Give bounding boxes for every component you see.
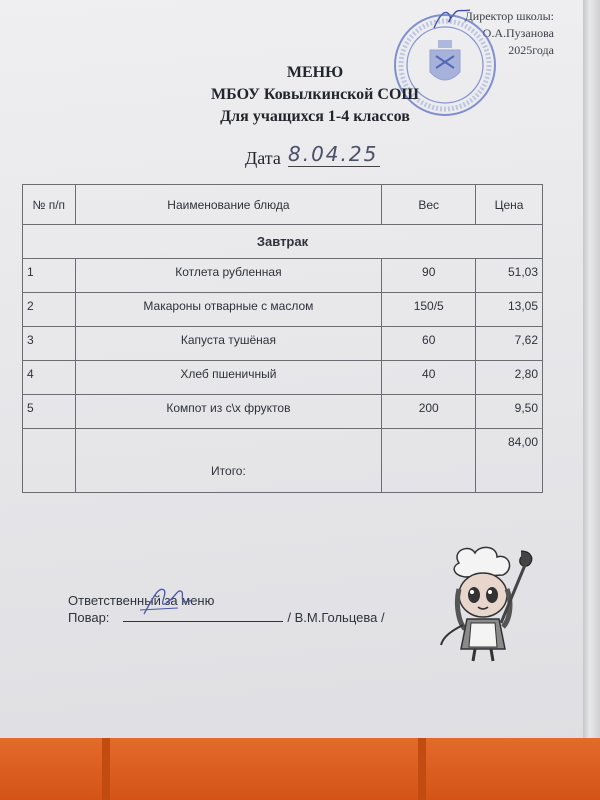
row-dish: Капуста тушёная xyxy=(75,327,382,361)
menu-table xyxy=(22,184,543,493)
table-row xyxy=(23,395,543,429)
cook-signature-icon xyxy=(138,580,198,620)
signature-blank xyxy=(123,621,283,622)
menu-title: МЕНЮ xyxy=(286,64,344,81)
chef-girl-icon xyxy=(425,545,540,663)
table-row xyxy=(23,361,543,395)
row-weight: 60 xyxy=(382,327,476,361)
cook-name: / В.М.Гольцева / xyxy=(287,610,385,625)
approval-title: Директор школы: xyxy=(464,9,554,23)
section-breakfast: Завтрак xyxy=(23,225,543,259)
table-row xyxy=(23,259,543,293)
row-dish: Макароны отварные с маслом xyxy=(75,293,382,327)
row-weight: 40 xyxy=(382,361,476,395)
total-blank-cell xyxy=(23,429,76,493)
table-row xyxy=(23,293,543,327)
total-row xyxy=(23,429,543,493)
row-dish: Котлета рубленная xyxy=(75,259,382,293)
row-price: 7,62 xyxy=(476,327,543,361)
date-label: Дата xyxy=(245,148,281,168)
audience-line: Для учащихся 1-4 классов xyxy=(220,108,410,125)
approval-director-name: О.А.Пузанова xyxy=(482,26,554,40)
responsible-label: Ответственный за меню xyxy=(68,593,215,608)
cook-label: Повар: xyxy=(68,610,110,625)
row-number: 4 xyxy=(23,361,76,395)
row-number: 1 xyxy=(23,259,76,293)
date-value: 8.04.25 xyxy=(288,142,379,166)
section-row xyxy=(23,225,543,259)
approval-year: 2025года xyxy=(508,43,554,57)
row-dish: Компот из с\х фруктов xyxy=(75,395,382,429)
row-price: 9,50 xyxy=(476,395,543,429)
row-price: 13,05 xyxy=(476,293,543,327)
school-name: МБОУ Ковылкинской СОШ xyxy=(211,86,419,103)
row-weight: 200 xyxy=(382,395,476,429)
row-price: 51,03 xyxy=(476,259,543,293)
row-price: 2,80 xyxy=(476,361,543,395)
table-header-row xyxy=(23,185,543,225)
total-value: 84,00 xyxy=(476,429,543,493)
row-weight: 150/5 xyxy=(382,293,476,327)
frame-slot xyxy=(102,738,110,800)
row-number: 5 xyxy=(23,395,76,429)
header-weight: Вес xyxy=(382,185,476,225)
row-weight: 90 xyxy=(382,259,476,293)
header-number: № п/п xyxy=(23,185,76,225)
orange-frame xyxy=(0,738,600,800)
row-number: 3 xyxy=(23,327,76,361)
table-row xyxy=(23,327,543,361)
cook-line xyxy=(68,610,385,625)
header-price: Цена xyxy=(476,185,543,225)
total-blank-cell xyxy=(382,429,476,493)
total-label: Итого: xyxy=(75,429,382,493)
header-dish-name: Наименование блюда xyxy=(75,185,382,225)
row-number: 2 xyxy=(23,293,76,327)
plastic-sleeve-edge xyxy=(583,0,600,800)
frame-slot xyxy=(418,738,426,800)
row-dish: Хлеб пшеничный xyxy=(75,361,382,395)
